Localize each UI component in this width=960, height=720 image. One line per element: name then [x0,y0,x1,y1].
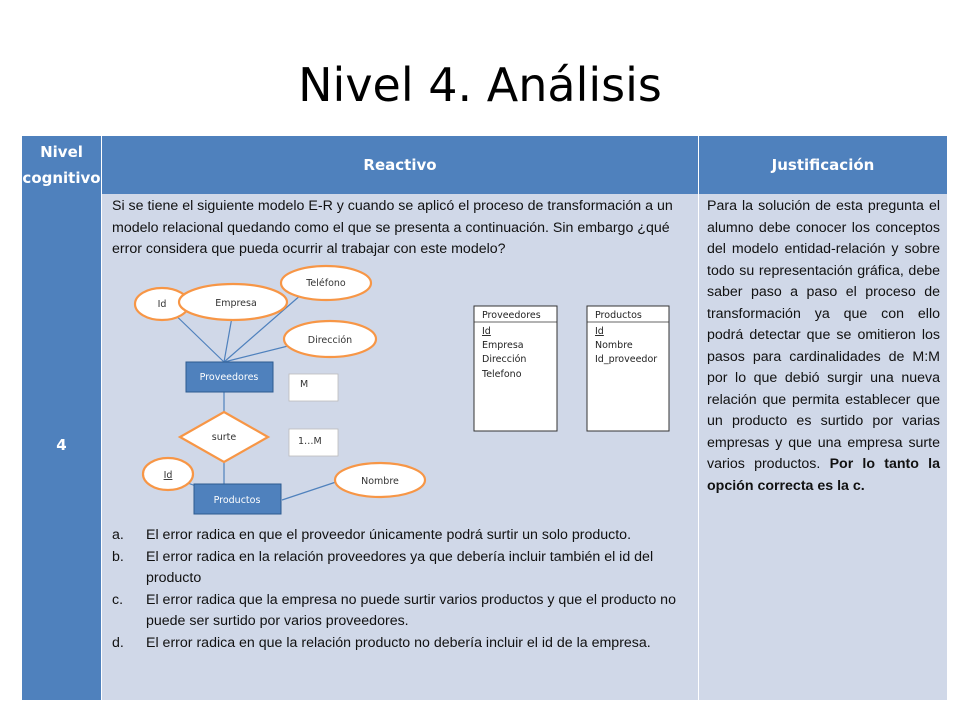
option-letter: c. [112,591,124,608]
option-a [112,525,692,547]
cardinality-1-m: 1…M [298,436,322,447]
option-text: El error radica en que el proveedor únicamente podrá surtir un solo producto. [146,527,632,543]
option-letter: d. [112,634,124,651]
attr-telefono-label: Teléfono [306,278,346,289]
level-number: 4 [56,436,67,454]
justification-text: Para la solución de esta pregunta el alumno debe conocer los conceptos del modelo entidad-relación y sobre todo su representación gráfica, debe saber paso a paso el proceso de transformación ya que con ello podrá detectar que se omitieron los pasos para cardinalidades de M:M por lo que debió surgir una nueva relación que permita establecer que un producto es surtido por varias empresas y que una empresa surte varios productos. [707,198,940,472]
rel-proveedores-field: Telefono [482,369,522,380]
header-nivel-cognitivo: Nivel cognitivo [22,136,101,194]
rel-proveedores-title: Proveedores [482,310,541,321]
question-text: Si se tiene el siguiente modelo E-R y cuando se aplicó el proceso de transformación a un modelo relacional quedando como el que se presenta a continuación. Sin embargo ¿qué error considera que pueda ocurrir al trabajar con este modelo? [112,198,673,257]
option-text: El error radica en que la relación producto no debería incluir el id de la empresa. [146,634,651,651]
option-d [112,633,692,655]
rel-productos-field: Id_proveedor [595,354,658,365]
answer-options [112,525,692,654]
rel-productos-title: Productos [595,310,642,321]
attr-id-proveedor-label: Id [157,299,167,310]
header-reactivo: Reactivo [102,136,698,194]
rel-table-productos [587,306,669,431]
relationship-surte-label: surte [211,432,237,443]
justification-conclusion: Por lo tanto la opción correcta es la c. [707,456,940,494]
option-letter: a. [112,527,124,543]
option-c [112,590,692,633]
option-letter: b. [112,548,124,565]
rel-proveedores-field: Dirección [482,354,527,365]
rel-proveedores-field: Id [482,326,491,337]
option-text: El error radica que la empresa no puede surtir varios productos y que el producto no puede ser surtido por varios proveedores. [146,591,676,629]
attr-direccion-label: Dirección [307,335,353,346]
er-diagram [102,262,692,524]
slide-title: Nivel 4. Análisis [298,58,662,112]
attr-nombre-label: Nombre [361,476,399,487]
cardinality-m: M [300,379,309,390]
rel-productos-field: Id [595,326,604,337]
rel-proveedores-field: Empresa [482,340,524,351]
option-text: El error radica en la relación proveedores ya que debería incluir también el id del producto [146,548,654,586]
header-justificacion: Justificación [699,136,947,194]
option-b [112,547,692,590]
entity-proveedores-label: Proveedores [199,372,259,383]
entity-productos-label: Productos [213,495,261,506]
attr-empresa-label: Empresa [215,298,257,309]
rel-productos-field: Nombre [595,340,633,351]
justification [707,196,940,497]
attr-id-producto-label: Id [163,470,173,481]
